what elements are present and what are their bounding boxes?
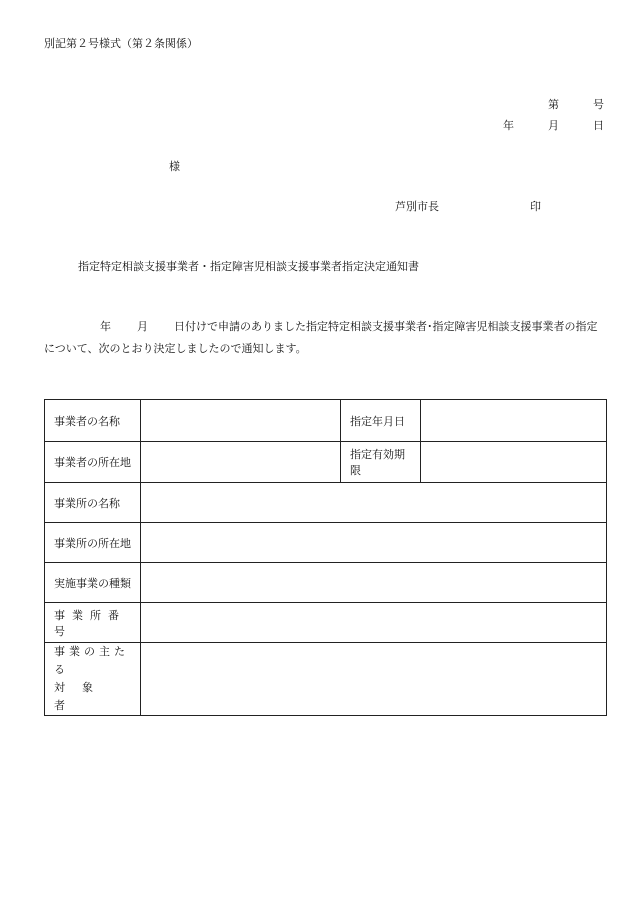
operator-name-label: 事業者の名称	[45, 400, 141, 442]
document-number-go: 号	[593, 98, 604, 111]
issuer-title: 芦別市長	[395, 200, 439, 213]
date-year: 年	[503, 119, 514, 132]
validity-period-label: 指定有効期限	[341, 442, 421, 483]
date-day: 日	[593, 119, 604, 132]
table-row	[45, 603, 607, 643]
table-row	[45, 400, 607, 442]
body-year: 年	[100, 320, 111, 333]
operator-address-value	[141, 442, 341, 483]
office-name-value	[141, 483, 607, 523]
designation-date-value	[421, 400, 607, 442]
main-target-label-line1: 事業の主たる	[54, 645, 129, 676]
office-number-value	[141, 603, 607, 643]
office-number-label: 事業所番号	[45, 603, 141, 643]
body-text	[44, 316, 606, 360]
date-month: 月	[548, 119, 559, 132]
body-month: 月	[137, 320, 148, 333]
office-address-label: 事業所の所在地	[45, 523, 141, 563]
designation-date-label: 指定年月日	[341, 400, 421, 442]
office-address-value	[141, 523, 607, 563]
main-target-label-line2: 対象者	[54, 681, 110, 712]
form-number: 別記第２号様式（第２条関係）	[44, 37, 198, 50]
main-target-label	[45, 643, 141, 716]
service-type-label: 実施事業の種類	[45, 563, 141, 603]
addressee-suffix: 様	[169, 160, 180, 173]
service-type-value	[141, 563, 607, 603]
table-row	[45, 483, 607, 523]
table-row	[45, 523, 607, 563]
validity-period-value	[421, 442, 607, 483]
designation-table	[44, 399, 607, 716]
office-name-label: 事業所の名称	[45, 483, 141, 523]
table-row	[45, 643, 607, 716]
table-row	[45, 563, 607, 603]
table-row	[45, 442, 607, 483]
document-title: 指定特定相談支援事業者・指定障害児相談支援事業者指定決定通知書	[78, 260, 419, 273]
seal-mark: 印	[530, 200, 541, 213]
operator-address-label: 事業者の所在地	[45, 442, 141, 483]
document-number-dai: 第	[548, 98, 559, 111]
operator-name-value	[141, 400, 341, 442]
body-line2: について、次のとおり決定しましたので通知します。	[44, 342, 307, 355]
body-line1: 日付けで申請のありました指定特定相談支援事業者･指定障害児相談支援事業者の指定	[174, 320, 598, 333]
main-target-value	[141, 643, 607, 716]
